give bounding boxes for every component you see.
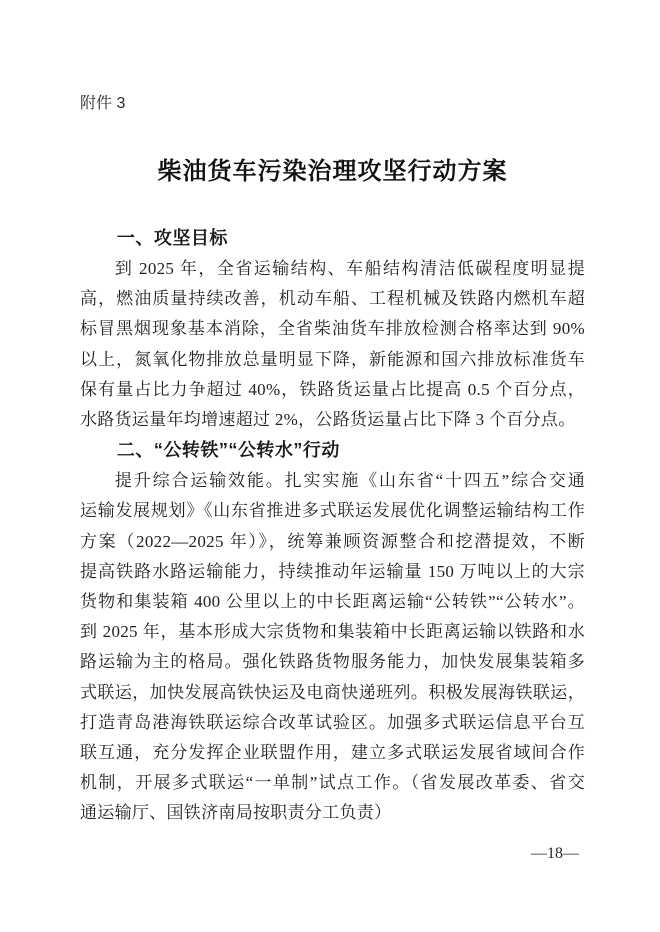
text-line: 式联运，加快发展高铁快运及电商快递班列。积极发展海铁联运， bbox=[80, 682, 585, 702]
text-line: 路运输为主的格局。强化铁路货物服务能力，加快发展集装箱多 bbox=[80, 652, 585, 672]
text-line: 提高铁路水路运输能力，持续推动年运输量 150 万吨以上的大宗 bbox=[80, 561, 585, 581]
text-line: 标冒黑烟现象基本消除，全省柴油货车排放检测合格率达到 90% bbox=[80, 319, 585, 339]
text-line: 保有量占比力争超过 40%，铁路货运量占比提高 0.5 个百分点， bbox=[80, 379, 585, 399]
text-line: 货物和集装箱 400 公里以上的中长距离运输“公转铁”“公转水”。 bbox=[80, 592, 585, 612]
text-line: 到 2025 年，基本形成大宗货物和集装箱中长距离运输以铁路和水 bbox=[80, 622, 585, 642]
text-line: 方案（2022—2025 年）》，统筹兼顾资源整合和挖潜提效，不断 bbox=[80, 531, 585, 551]
section-heading: 一、攻坚目标 bbox=[116, 228, 228, 248]
paragraph bbox=[80, 254, 585, 435]
text-line: 到 2025 年，全省运输结构、车船结构清洁低碳程度明显提 bbox=[114, 259, 585, 278]
text-line: 机制，开展多式联运“一单制”试点工作。（省发展改革委、省交 bbox=[80, 773, 585, 793]
text-line: 打造青岛港海铁联运综合改革试验区。加强多式联运信息平台互 bbox=[80, 712, 585, 732]
page-number: —18— bbox=[531, 844, 579, 862]
text-line: 以上，氮氧化物排放总量明显下降，新能源和国六排放标准货车 bbox=[80, 349, 585, 369]
text-line: 高，燃油质量持续改善，机动车船、工程机械及铁路内燃机车超 bbox=[80, 289, 585, 309]
attachment-label: 附件 3 bbox=[80, 95, 126, 112]
document-title: 柴油货车污染治理攻坚行动方案 bbox=[157, 159, 508, 185]
document-body bbox=[80, 223, 585, 829]
text-line: 联互通，充分发挥企业联盟作用，建立多式联运发展省域间合作 bbox=[80, 743, 585, 763]
text-line: 水路货运量年均增速超过 2%，公路货运量占比下降 3 个百分点。 bbox=[80, 410, 576, 430]
section-heading: 二、“公转铁”“公转水”行动 bbox=[116, 440, 340, 461]
paragraph bbox=[80, 466, 585, 828]
text-line: 通运输厅、国铁济南局按职责分工负责） bbox=[80, 803, 392, 823]
text-line: 提升综合运输效能。扎实实施《山东省“十四五”综合交通 bbox=[114, 471, 585, 491]
text-line: 运输发展规划》《山东省推进多式联运发展优化调整运输结构工作 bbox=[80, 501, 585, 521]
